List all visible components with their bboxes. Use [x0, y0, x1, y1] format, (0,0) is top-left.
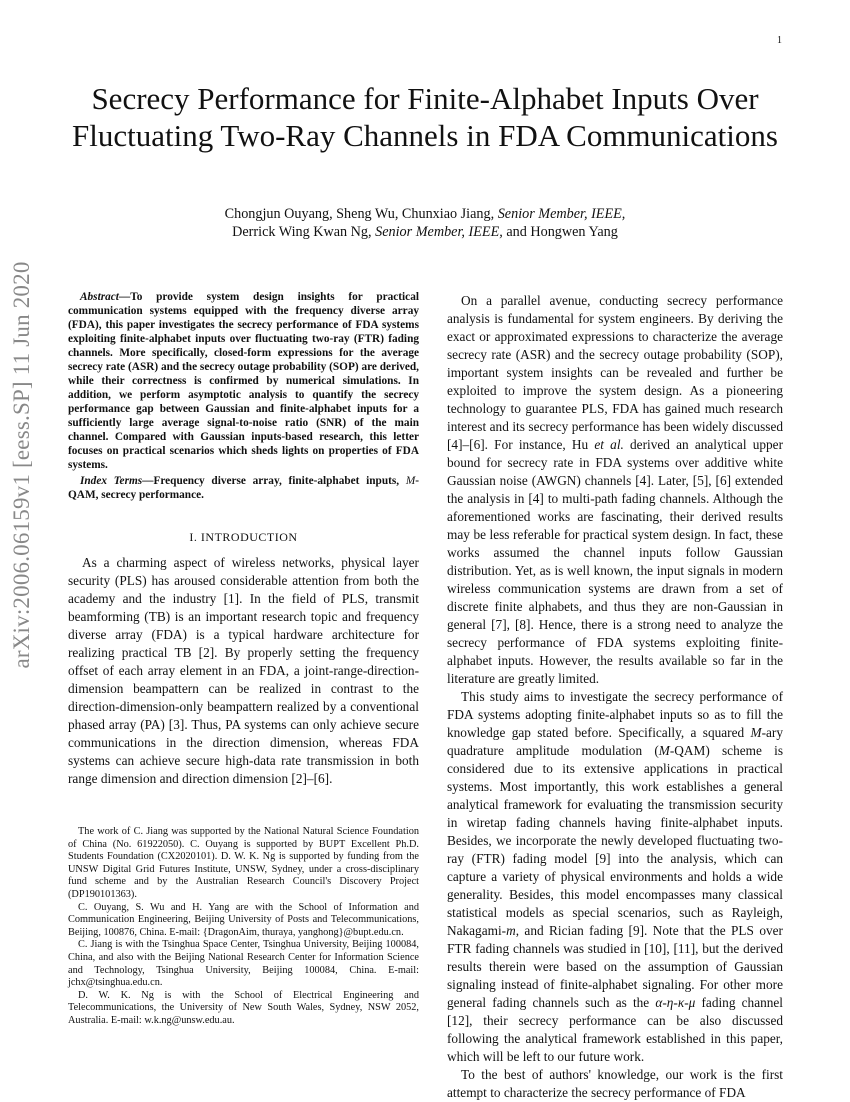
- author-line-2: [60, 223, 790, 241]
- arxiv-stamp-margin: [2, 261, 42, 669]
- text-run: -ary quadrature amplitude modulation (: [447, 725, 783, 758]
- abstract: [68, 290, 419, 472]
- et-al: et al.: [594, 437, 624, 452]
- footnote: C. Ouyang, S. Wu and H. Yang are with the School of Information and Communication Engineering, Beijing University of Posts and Telecommunications, Beijing, 100876, China. E-mail: {DragonAim, thuraya, yanghong}@bupt.edu.cn.: [68, 901, 419, 938]
- text-run: This study aims to investigate the secrecy performance of FDA systems adopting finite-alphabet inputs so as to fill the knowledge gap stated before. Specifically, a squared: [447, 689, 783, 740]
- author-names-3: and Hongwen Yang: [502, 224, 618, 240]
- author-line-1: [60, 205, 790, 223]
- math-m: M: [658, 743, 670, 758]
- paragraph-parallel-avenue: [447, 292, 783, 688]
- footnote: The work of C. Jiang was supported by the National Natural Science Foundation of China (No. 61922050). C. Ouyang is supported by BUPT Excellent Ph.D. Students Foundation (CX2020101). D. W. K. Ng is supported by funding from the UNSW Digital Grid Futures Institute, UNSW, Sydney, under a cross-disciplinary fund scheme and by the Australian Research Council's Discovery Project (DP190101363).: [68, 826, 419, 900]
- paragraph-best-knowledge: To the best of authors' knowledge, our work is the first attempt to characterize the secrecy performance of FDA: [447, 1067, 783, 1100]
- text-run: -QAM) scheme is considered due to its extensive applications in practical systems. Most importantly, this work establishes a general analytical framework for evaluating the transmission security in wiretap fading channels having finite-alphabet inputs. Besides, we incorporate the newly developed fluctuating two-ray (FTR) fading model [9] into the analysis, which can capture a variety of physical environments and holds a wide generality. Besides, this model encompasses many classical statistical models as special scenarios, such as Rayleigh, Nakagami-: [447, 743, 783, 938]
- math-m: M: [750, 725, 762, 740]
- right-column: [447, 292, 783, 1102]
- section-heading: I. INTRODUCTION: [189, 530, 298, 544]
- index-terms-label: Index Terms: [80, 475, 143, 487]
- text-run: On a parallel avenue, conducting secrecy performance analysis is fundamental for system engineers. By deriving the exact or approximated expressions to characterize the average secrecy rate (ASR) and the secrecy outage probability (SOP), important system insights can be revealed and further be exploited to improve the system design. As a pioneering technology to guarantee PLS, FDA has gained much research interest and its secrecy performance has been widely discussed [4]–[6]. For instance, Hu: [447, 293, 783, 452]
- footnote: D. W. K. Ng is with the School of Electrical Engineering and Telecommunications, the University of New South Wales, Sydney, NSW 2052, Australia. E-mail: w.k.ng@unsw.edu.au.: [68, 989, 419, 1026]
- abstract-label: Abstract: [80, 291, 119, 303]
- text-run: fading channel [12], their secrecy performance can be also discussed following the analytical framework established in this paper, which will be left to our future work.: [447, 995, 783, 1064]
- author-names-1: Chongjun Ouyang, Sheng Wu, Chunxiao Jiang,: [224, 206, 498, 222]
- math-greek: α-η-κ-μ: [655, 995, 696, 1010]
- author-block: [60, 205, 790, 241]
- text-run: derived an analytical upper bound for secrecy rate in FDA systems over additive white Gaussian noise (AWGN) channels [4]. Later, [5], [6] extended the analysis in [4] to multi-path fading channels. Although the aforementioned works are fascinating, their derived results may be less referable for practical system design. In fact, these works assumed the channel inputs follow Gaussian distribution. Yet, as is well known, the input signals in modern wireless communication systems are drawn from a set of discrete finite alphabets, and thus they are non-Gaussian in general [7], [8]. Hence, there is a strong need to analyze the secrecy performance of FDA systems exploiting finite-alphabet inputs. However, the results available so far in the literature are greatly limited.: [447, 437, 783, 686]
- footnote: C. Jiang is with the Tsinghua Space Center, Tsinghua University, Beijing 100084, China, and also with the Beijing National Research Center for Information Science and Technology, Tsinghua University, Beijing 100084, China. E-mail: jchx@tsinghua.edu.cn.: [68, 939, 419, 989]
- intro-paragraph: As a charming aspect of wireless networks, physical layer security (PLS) has aroused considerable attention from both the academy and the industry [1]. In the field of PLS, transmit beamforming (TB) is an important research topic and frequency diverse array (FDA) is a typical hardware architecture for realizing practical TB [2]. By properly setting the frequency offset of each array element in an FDA, a joint-range-direction-dimension beampattern can be realized in contrast to the direction-dimension-only beampattern realized by a conventional phased array (PA) [3]. Thus, PA systems can only achieve secure communications in the direction dimension, whereas FDA systems can achieve secure high-data rate transmission in both range dimension and direction dimension [2]–[6].: [68, 555, 419, 786]
- index-terms-math: M: [405, 475, 416, 487]
- author-affil-2: Senior Member, IEEE,: [375, 224, 503, 240]
- author-affil-1: Senior Member, IEEE,: [497, 206, 626, 222]
- arxiv-stamp: arXiv:2006.06159v1 [eess.SP] 11 Jun 2020: [9, 261, 34, 669]
- left-column: [68, 290, 419, 788]
- text-run: , and Rician fading [9]. Note that the PLS over FTR fading channels was studied in [10], [11], but the derived results therein were based on the assumption of Gaussian signaling instead of finite-alphabet signaling. For other more general fading channels such as the: [447, 923, 783, 1010]
- math-m: m: [506, 923, 516, 938]
- author-names-2: Derrick Wing Kwan Ng,: [232, 224, 376, 240]
- abstract-text: —To provide system design insights for practical communication systems equipped with the frequency diverse array (FDA), this paper investigates the secrecy performance of FDA systems exploiting finite-alphabet inputs over fluctuating two-ray (FTR) fading channels. More specifically, closed-form expressions for the average secrecy rate (ASR) and the secrecy outage probability (SOP) are derived, while their correctness is confirmed by numerical simulations. In addition, we perform asymptotic analysis to quantify the secrecy performance gap between Gaussian and finite-alphabet inputs for a sufficiently large average signal-to-noise ratio (SNR) of the main channel. Compared with Gaussian inputs-based research, this letter focuses on practical scenarios which sheds lights on properties of FDA systems.: [68, 291, 419, 471]
- paragraph-study-aims: [447, 688, 783, 1066]
- index-terms: [68, 474, 419, 502]
- footnotes: [68, 826, 419, 1028]
- page-number: 1: [777, 35, 782, 46]
- index-terms-text-end: -QAM, secrecy performance.: [68, 475, 419, 501]
- index-terms-text: —Frequency diverse array, finite-alphabet inputs,: [142, 475, 406, 487]
- paper-title: Secrecy Performance for Finite-Alphabet Inputs Over Fluctuating Two-Ray Channels in FDA Communications: [72, 81, 778, 153]
